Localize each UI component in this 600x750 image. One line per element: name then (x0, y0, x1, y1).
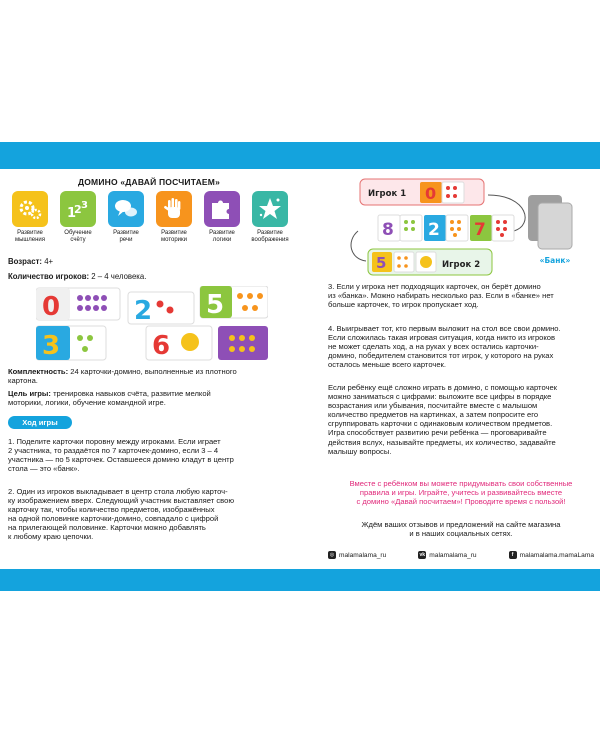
svg-text:1: 1 (67, 206, 77, 221)
svg-text:3: 3 (42, 331, 61, 361)
skill-counting: 1 2 3 Обучение счёту (58, 191, 98, 253)
svg-text:5: 5 (206, 290, 225, 320)
social-instagram[interactable]: ◎ malamalama_ru (329, 551, 387, 559)
rule-4-paragraph: 4. Выигрывает тот, кто первым выложит на стол все свои домино. Если сложилась такая игровая ситуация, когда никто из игроков не может сделать ход, а на руках у всех остались карточки- домино, победителем становится тот игрок, у которого на руках осталось меньше всего карточек. (328, 324, 561, 370)
bottom-blue-band (0, 569, 600, 591)
facebook-icon: f (509, 551, 517, 559)
rule-3-paragraph: 3. Если у игрока нет подходящих карточек, он берёт домино из «банка». Можно набирать несколько раз. Если в «банке» нет больше карточек, то игрок пропускает ход. (328, 282, 554, 310)
numbers-123-icon (60, 191, 96, 227)
svg-text:2: 2 (74, 203, 82, 216)
page-title: ДОМИНО «ДАВАЙ ПОСЧИТАЕМ» (77, 177, 221, 187)
social-links (328, 551, 594, 559)
skill-logic: Развитие логики (202, 191, 242, 253)
puzzle-icon (204, 191, 240, 227)
svg-text:2: 2 (428, 220, 440, 240)
skill-motor: Развитие моторики (154, 191, 194, 253)
skill-thinking: Развитие мышления (10, 191, 50, 253)
svg-text:Игрок 2: Игрок 2 (442, 260, 481, 270)
skills-row (10, 191, 290, 253)
age-line: Возраст: 4+ (8, 257, 54, 266)
top-blue-band (0, 142, 600, 169)
tip-paragraph: Если ребёнку ещё сложно играть в домино, с помощью карточек можно заниматься с цифрами: выложите все цифры в порядке возрастания или убывания, посчитайте вместе с малышом количество предметов на картинках, а затем попросите его сгруппировать карточки с одинаковым количеством предметов. Игра способствует развитию речи ребёнка — проговаривайте действия вслух, называйте предметы, их количество, задавайте малышу вопросы. (328, 383, 558, 456)
svg-text:6: 6 (152, 331, 171, 361)
star-icon (252, 191, 288, 227)
social-vk[interactable]: vk malamalama_ru (419, 551, 477, 559)
instagram-icon: ◎ (329, 552, 335, 558)
svg-text:5: 5 (376, 254, 387, 272)
social-facebook[interactable]: f malamalama.mamaLama (509, 551, 594, 559)
domino-cards-illustration (36, 286, 268, 362)
players-line: Количество игроков: 2 – 4 человека. (8, 272, 147, 281)
game-flow-diagram (328, 175, 594, 283)
skill-speech: Развитие речи (106, 191, 146, 253)
hand-icon (156, 191, 192, 227)
svg-text:0: 0 (425, 184, 437, 203)
left-column (8, 169, 290, 569)
svg-text:«Банк»: «Банк» (539, 256, 571, 265)
contents-paragraph: Комплектность: 24 карточки-домино, выполненные из плотного картона. (8, 367, 237, 386)
instruction-page (0, 169, 600, 569)
svg-text:7: 7 (474, 220, 486, 240)
promo-text: Вместе с ребёнком вы можете придумывать свои собственные правила и игры. Играйте, учитесь и развивайтесь вместе с домино «Давай посчитаем»! Проводите время с пользой! (349, 479, 573, 507)
svg-text:8: 8 (382, 220, 394, 240)
svg-text:Игрок 1: Игрок 1 (368, 189, 407, 199)
svg-text:2: 2 (134, 296, 153, 326)
svg-text:0: 0 (42, 292, 61, 322)
vk-icon: vk (419, 552, 426, 558)
skill-imagination: Развитие воображения (250, 191, 290, 253)
rule-1-paragraph: 1. Поделите карточки поровну между игроками. Если играет 2 участника, то раздаётся по 7 карточек-домино, если 3 – 4 участника — по 5 карточек. Оставшееся домино кладут в центр стола — это «банк». (8, 437, 234, 474)
section-pill-game-flow: Ход игры (8, 416, 72, 429)
thanks-text: Ждём ваших отзывов и предложений на сайте магазина и в наших социальных сетях. (361, 520, 561, 539)
speech-bubbles-icon (108, 191, 144, 227)
svg-text:3: 3 (81, 200, 88, 211)
rule-2-paragraph: 2. Один из игроков выкладывает в центр стола любую карточ- ку изображением вверх. Следующий участник выставляет свою карточку так, чтобы количество предметов, изображённых на одной половинке карточки-домино, совпадало с цифрой на прилегающей половинке. Карточки можно добавлять к любому краю цепочки. (8, 487, 235, 542)
gears-icon (12, 191, 48, 227)
goal-paragraph: Цель игры: тренировка навыков счёта, развитие мелкой моторики, логики, обучение командной игре. (8, 389, 211, 408)
right-column (328, 169, 594, 569)
